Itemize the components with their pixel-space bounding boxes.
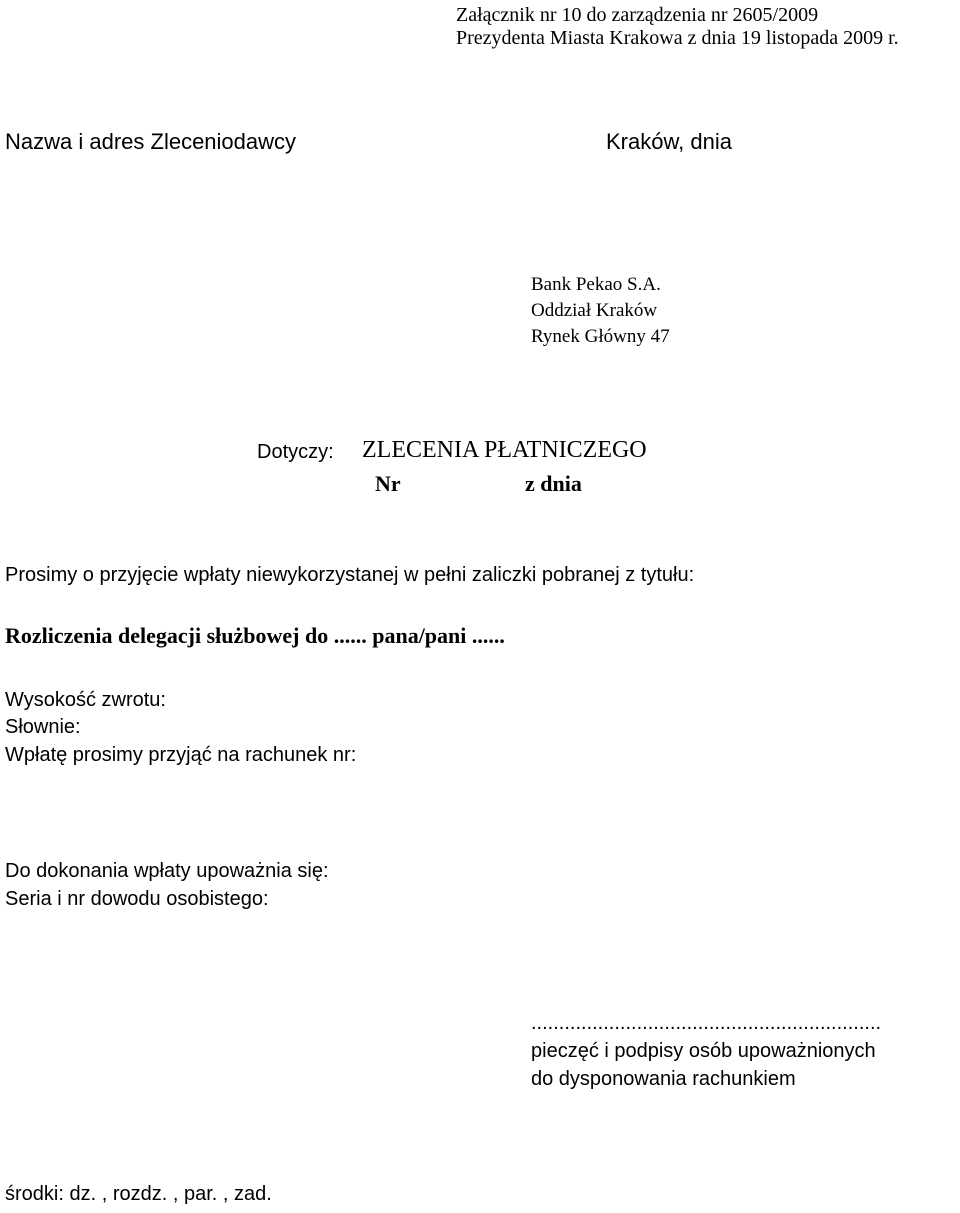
settlement-title: Rozliczenia delegacji służbowej do ...... pana/pani ......: [5, 623, 505, 648]
attachment-header-line2: Prezydenta Miasta Krakowa z dnia 19 listopada 2009 r.: [456, 27, 899, 49]
signature-caption-line2: do dysponowania rachunkiem: [531, 1068, 796, 1090]
bank-name: Bank Pekao S.A.: [531, 274, 661, 295]
client-name-address-label: Nazwa i adres Zleceniodawcy: [5, 129, 297, 154]
budget-classification: środki: dz. , rozdz. , par. , zad.: [5, 1183, 272, 1205]
account-number-label: Wpłatę prosimy przyjąć na rachunek nr:: [5, 744, 357, 766]
refund-amount-label: Wysokość zwrotu:: [5, 689, 166, 711]
subject-title: ZLECENIA PŁATNICZEGO: [362, 437, 647, 463]
order-date-label: z dnia: [525, 471, 582, 496]
order-number-label: Nr: [375, 471, 401, 496]
amount-in-words-label: Słownie:: [5, 716, 81, 738]
bank-branch: Oddział Kraków: [531, 300, 658, 321]
place-date-label: Kraków, dnia: [606, 129, 732, 154]
attachment-header-line1: Załącznik nr 10 do zarządzenia nr 2605/2009: [456, 4, 819, 26]
signature-caption-line1: pieczęć i podpisy osób upoważnionych: [531, 1040, 876, 1062]
bank-address: Rynek Główny 47: [531, 326, 670, 347]
authorization-label: Do dokonania wpłaty upoważnia się:: [5, 860, 329, 882]
signature-dotted-line: ...............................................................: [531, 1012, 882, 1034]
subject-label: Dotyczy:: [257, 441, 334, 463]
payment-request-text: Prosimy o przyjęcie wpłaty niewykorzystanej w pełni zaliczki pobranej z tytułu:: [5, 564, 695, 586]
id-document-label: Seria i nr dowodu osobistego:: [5, 888, 269, 910]
